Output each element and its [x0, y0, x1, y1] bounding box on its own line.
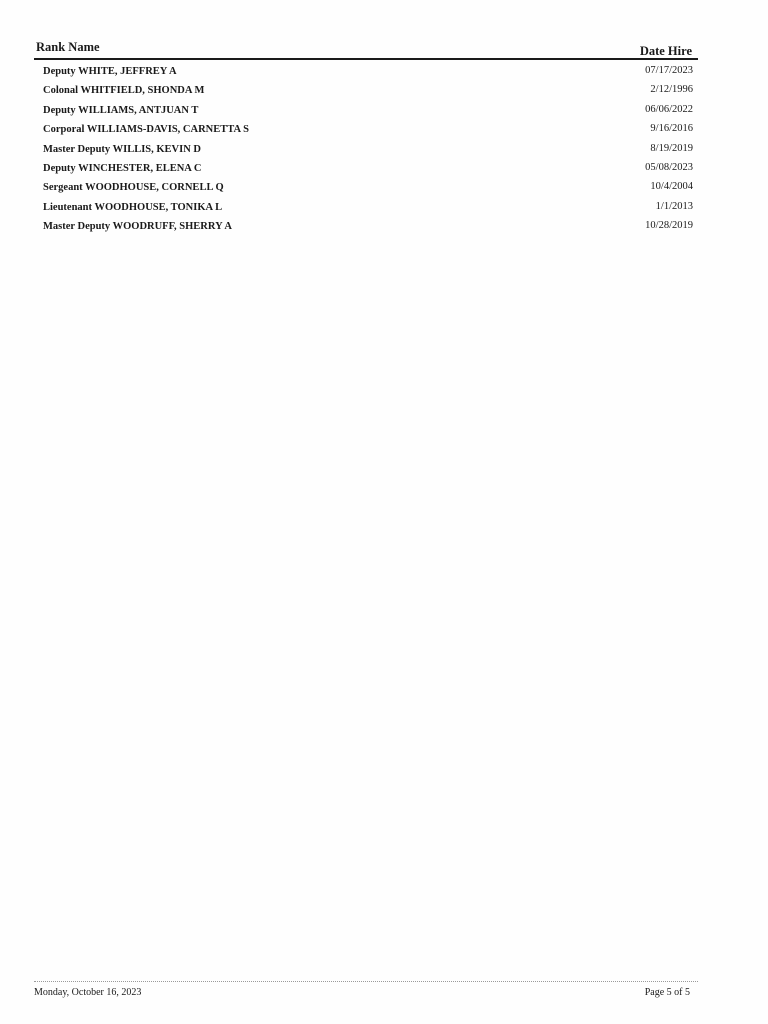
table-row: [43, 219, 693, 238]
table-row: [43, 180, 693, 199]
page-number: Page 5 of 5: [644, 987, 690, 998]
table-row: [43, 103, 693, 122]
employee-list: [43, 64, 693, 239]
hire-date: 07/17/2023: [645, 65, 693, 76]
employee-name: Sergeant WOODHOUSE, CORNELL Q: [43, 182, 224, 194]
employee-name: Deputy WINCHESTER, ELENA C: [43, 162, 202, 174]
footer-divider: [34, 981, 698, 982]
employee-name: Deputy WILLIAMS, ANTJUAN T: [43, 104, 199, 116]
employee-name: Corporal WILLIAMS-DAVIS, CARNETTA S: [43, 124, 249, 136]
hire-date: 2/12/1996: [650, 84, 693, 96]
employee-name: Master Deputy WOODRUFF, SHERRY A: [43, 221, 232, 233]
rank-name-column-header: Rank Name: [36, 40, 100, 54]
hire-date: 10/4/2004: [650, 181, 693, 193]
hire-date: 06/06/2022: [645, 103, 693, 115]
table-row: [43, 200, 693, 219]
hire-date: 9/16/2016: [650, 123, 693, 135]
date-hire-column-header: Date Hire: [639, 44, 692, 58]
hire-date: 1/1/2013: [655, 200, 693, 212]
employee-name: Colonal WHITFIELD, SHONDA M: [43, 85, 205, 97]
table-row: [43, 122, 693, 141]
employee-name: Master Deputy WILLIS, KEVIN D: [43, 143, 202, 155]
table-row: [43, 142, 693, 161]
hire-date: 8/19/2019: [650, 142, 693, 154]
footer-date: Monday, October 16, 2023: [34, 987, 142, 998]
hire-date: 10/28/2019: [645, 220, 693, 232]
employee-name: Lieutenant WOODHOUSE, TONIKA L: [43, 201, 223, 213]
employee-name: Deputy WHITE, JEFFREY A: [43, 66, 177, 77]
table-row: [43, 64, 693, 83]
table-row: [43, 161, 693, 180]
hire-date: 05/08/2023: [645, 161, 693, 173]
table-row: [43, 83, 693, 102]
table-header: [34, 38, 698, 60]
header-divider: [34, 58, 698, 60]
